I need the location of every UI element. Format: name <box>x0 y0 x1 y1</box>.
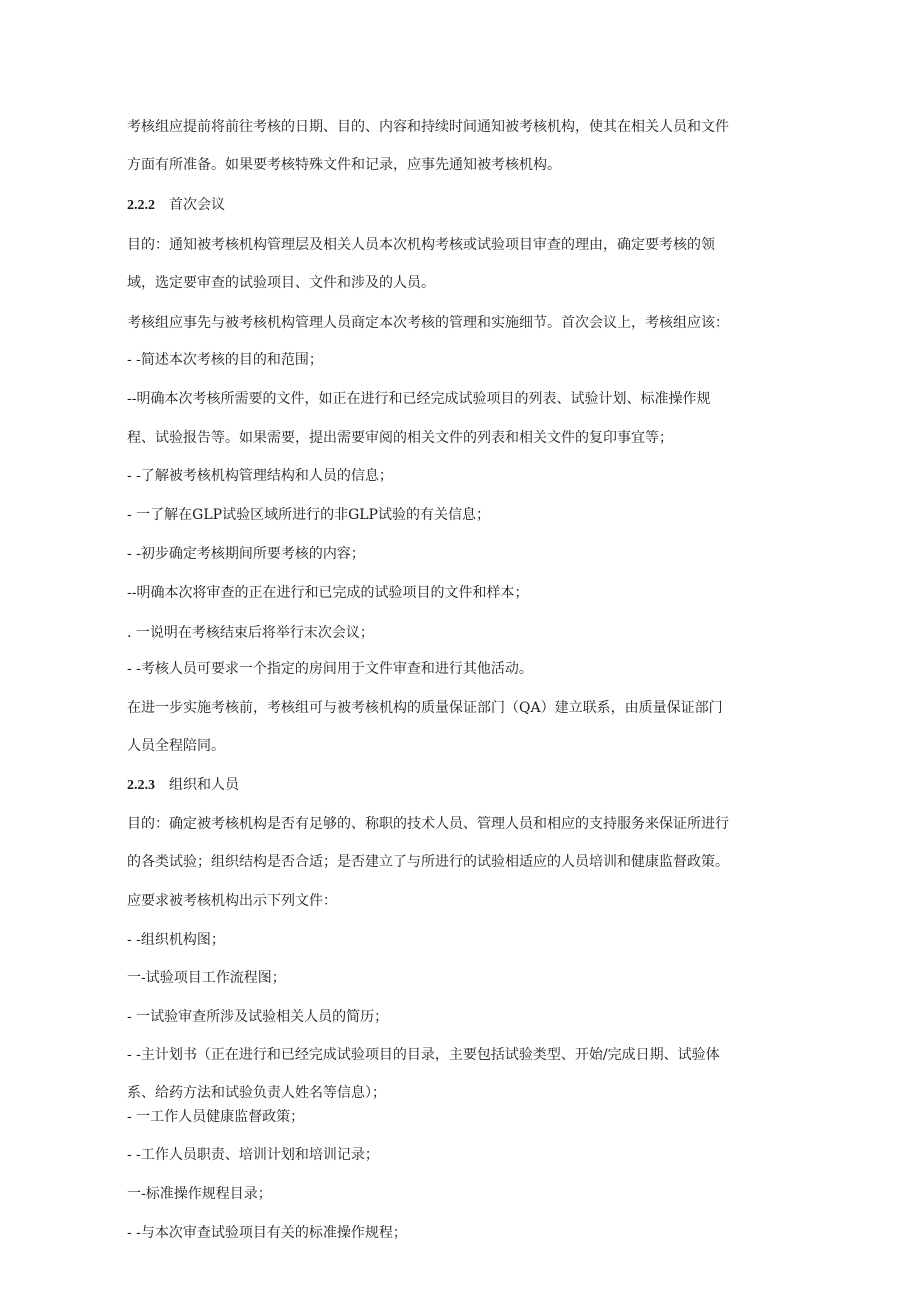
list-item-continuation: 系、给药方法和试验负责人姓名等信息）； <box>127 1085 386 1101</box>
list-item: - 一试验审查所涉及试验相关人员的简历； <box>127 1009 389 1025</box>
paragraph-line: 人员全程陪同。 <box>127 738 225 754</box>
list-item: - -组织机构图； <box>127 932 225 948</box>
section-heading-2-2-2 <box>127 196 807 215</box>
paragraph-line: 考核组应事先与被考核机构管理人员商定本次考核的管理和实施细节。首次会议上，考核组应该： <box>127 315 729 331</box>
list-item: --明确本次将审查的正在进行和已完成的试验项目的文件和样本； <box>127 585 529 601</box>
paragraph-line: 目的：通知被考核机构管理层及相关人员本次机构考核或试验项目审查的理由，确定要考核的领 <box>127 237 715 253</box>
paragraph-line: 在进一步实施考核前，考核组可与被考核机构的质量保证部门（QA）建立联系，由质量保证部门 <box>127 700 723 716</box>
list-item: - 一工作人员健康监督政策； <box>127 1109 305 1125</box>
list-item: --明确本次考核所需要的文件，如正在进行和已经完成试验项目的列表、试验计划、标准操作规 <box>127 391 711 407</box>
paragraph-line: 目的：确定被考核机构是否有足够的、称职的技术人员、管理人员和相应的支持服务来保证所进行 <box>127 816 729 832</box>
section-number: 2.2.3 <box>127 778 155 793</box>
list-item: - -与本次审查试验项目有关的标准操作规程； <box>127 1225 407 1241</box>
list-item: - -考核人员可要求一个指定的房间用于文件审查和进行其他活动。 <box>127 661 533 677</box>
paragraph-line: 的各类试验；组织结构是否合适；是否建立了与所进行的试验相适应的人员培训和健康监督政策。 <box>127 854 729 870</box>
list-item: 一-试验项目工作流程图； <box>127 970 286 986</box>
list-item: - -主计划书（正在进行和已经完成试验项目的目录，主要包括试验类型、开始/完成日期、试验体 <box>127 1047 720 1063</box>
list-item: - -初步确定考核期间所要考核的内容； <box>127 546 365 562</box>
list-item: . 一说明在考核结束后将举行末次会议； <box>127 625 374 641</box>
list-item: - -了解被考核机构管理结构和人员的信息； <box>127 468 393 484</box>
paragraph-line: 域，选定要审查的试验项目、文件和涉及的人员。 <box>127 275 435 291</box>
section-title: 组织和人员 <box>169 777 239 793</box>
paragraph-line: 方面有所准备。如果要考核特殊文件和记录，应事先通知被考核机构。 <box>127 157 561 173</box>
paragraph-line: 应要求被考核机构出示下列文件： <box>127 893 337 909</box>
section-number: 2.2.2 <box>127 198 155 213</box>
list-item: - -工作人员职责、培训计划和培训记录； <box>127 1147 379 1163</box>
list-item: 一-标准操作规程目录； <box>127 1186 272 1202</box>
section-title: 首次会议 <box>169 197 225 213</box>
list-item-continuation: 程、试验报告等。如果需要，提出需要审阅的相关文件的列表和相关文件的复印事宜等； <box>127 430 673 446</box>
paragraph-line: 考核组应提前将前往考核的日期、目的、内容和持续时间通知被考核机构，使其在相关人员和文件 <box>127 119 729 135</box>
section-heading-2-2-3 <box>127 776 807 795</box>
list-item: - 一了解在GLP试验区域所进行的非GLP试验的有关信息； <box>127 507 490 523</box>
list-item: - -简述本次考核的目的和范围； <box>127 352 323 368</box>
